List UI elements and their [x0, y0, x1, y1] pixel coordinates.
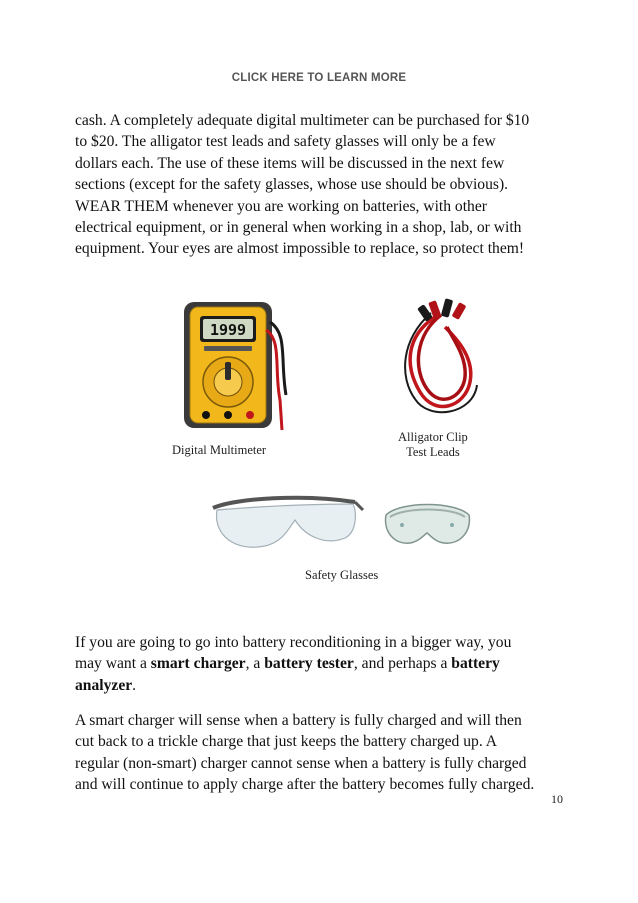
leads-caption-line1: Alligator Clip [398, 430, 468, 444]
text-line: If you are going to go into battery reconditioning in a bigger way, you [75, 634, 512, 651]
safety-goggles-image [380, 495, 475, 555]
text-line: to $20. The alligator test leads and safety glasses will only be a few [75, 133, 496, 151]
text-fragment: , a [245, 655, 265, 673]
leads-caption [398, 430, 468, 460]
paragraph-equipment [75, 110, 575, 260]
battery-tester-term: battery tester [264, 655, 354, 673]
paragraph-reconditioning [75, 632, 575, 696]
test-leads-image [395, 297, 485, 422]
learn-more-link[interactable]: CLICK HERE TO LEARN MORE [231, 72, 407, 84]
page-number: 10 [551, 792, 563, 806]
safety-glasses-image [205, 480, 365, 560]
text-line: cash. A completely adequate digital multimeter can be purchased for $10 [75, 112, 530, 129]
text-line: cut back to a trickle charge that just keeps the battery charged up. A [75, 733, 498, 751]
glasses-caption: Safety Glasses [305, 568, 379, 582]
text-fragment: may want a [75, 655, 151, 673]
paragraph-smart-charger [75, 710, 575, 796]
text-line: WEAR THEM whenever you are working on batteries, with other [75, 197, 487, 215]
text-fragment: . [132, 676, 137, 694]
text-line: electrical equipment, or in general when working in a shop, lab, or with [75, 219, 522, 237]
equipment-figure [150, 295, 490, 595]
text-line [75, 653, 575, 674]
multimeter-image [170, 300, 290, 435]
text-line: A smart charger will sense when a battery is fully charged and will then [75, 712, 522, 729]
text-line: and will continue to apply charge after the battery becomes fully charged. [75, 776, 535, 794]
leads-caption-line2: Test Leads [406, 445, 460, 459]
text-fragment: , and perhaps a [353, 655, 452, 673]
text-line: sections (except for the safety glasses, whose use should be obvious). [75, 176, 509, 194]
text-line: equipment. Your eyes are almost impossible to replace, so protect them! [75, 240, 525, 258]
analyzer-term: analyzer [75, 676, 133, 694]
smart-charger-term: smart charger [150, 655, 246, 673]
battery-term: battery [451, 655, 500, 673]
text-line: regular (non-smart) charger cannot sense when a battery is fully charged [75, 754, 527, 772]
text-line: dollars each. The use of these items will be discussed in the next few [75, 154, 505, 172]
multimeter-display: 1999 [209, 321, 247, 339]
multimeter-caption: Digital Multimeter [172, 443, 267, 457]
text-line [75, 675, 575, 696]
